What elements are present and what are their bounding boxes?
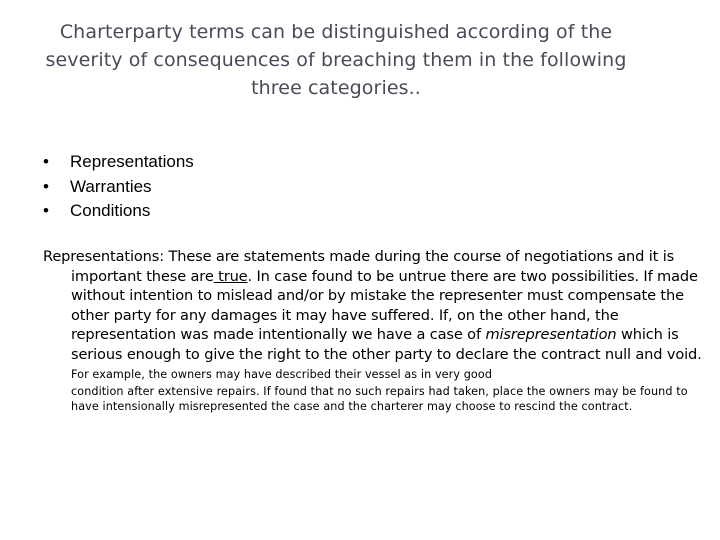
list-item [43, 150, 194, 175]
paragraph-term: Representations [43, 248, 160, 265]
example-text-rest: condition after extensive repairs. If found that no such repairs had taken, place the owners may be found to have intensionally misrepresented the case and the charterer may choose to rescind the contract. [71, 384, 688, 413]
list-item [43, 175, 194, 200]
list-item-label: Conditions [70, 201, 151, 220]
paragraph-text-3: which is serious enough to give the right to the other party to declare the contract null and void. [71, 326, 702, 363]
bullet-icon: • [43, 176, 49, 196]
representations-paragraph [43, 247, 711, 415]
paragraph-text-2: . In case found to be untrue there are two possibilities. If made without intention to mislead and/or by mistake the representer must compensate the other party for any damages it may have suffered. If, on the other hand, the representation was made intentionally we have a case of [71, 267, 698, 343]
slide-title: Charterparty terms can be distinguished according of the severity of consequences of breaching them in the following three categories.. [45, 21, 627, 99]
category-list [43, 150, 194, 224]
paragraph-text-1: These are statements made during the course of negotiations and it is important these are [71, 248, 675, 285]
italic-term: misrepresentation [485, 326, 617, 343]
bullet-icon: • [43, 152, 49, 171]
paragraph-colon: : [159, 248, 164, 265]
bullet-icon: • [43, 201, 49, 220]
underlined-word: true [213, 267, 248, 285]
list-item-label: Representations [70, 152, 194, 171]
list-item [43, 199, 194, 224]
list-item-label: Warranties [70, 176, 152, 196]
example-text-line-1: For example, the owners may have described their vessel as in very good [71, 368, 493, 381]
